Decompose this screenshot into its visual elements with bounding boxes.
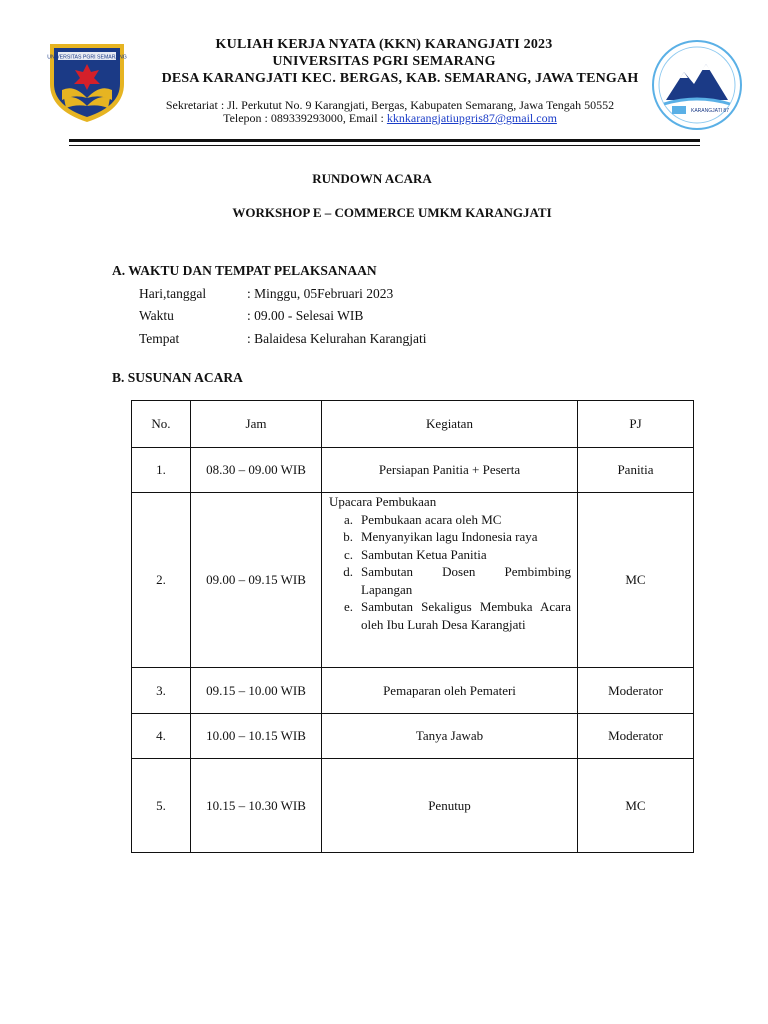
list-text: Pembukaan acara oleh MC: [361, 511, 502, 527]
list-text: Sambutan Ketua Panitia: [361, 546, 487, 562]
opening-ceremony-list: [329, 511, 571, 634]
section-a-heading: A. WAKTU DAN TEMPAT PELAKSANAAN: [112, 263, 377, 278]
list-item: [329, 563, 571, 598]
rundown-table: [131, 400, 694, 853]
row-no: 4.: [132, 714, 191, 759]
letterhead-university: UNIVERSITAS PGRI SEMARANG: [272, 54, 496, 69]
list-item: [329, 546, 571, 564]
table-row: [132, 448, 694, 493]
row-pj: MC: [578, 759, 694, 853]
header-kegiatan: Kegiatan: [322, 401, 578, 448]
row-kegiatan: Penutup: [322, 759, 578, 853]
table-row: [132, 668, 694, 714]
list-marker: e.: [343, 599, 353, 614]
table-header-row: [132, 401, 694, 448]
list-item: [329, 528, 571, 546]
opening-ceremony-title: Upacara Pembukaan: [329, 494, 437, 509]
row-kegiatan: Tanya Jawab: [322, 714, 578, 759]
row-no: 3.: [132, 668, 191, 714]
row-jam: 08.30 – 09.00 WIB: [191, 448, 322, 493]
row-kegiatan: [322, 493, 578, 668]
letterhead-address: Sekretariat : Jl. Perkutut No. 9 Karangjati, Bergas, Kabupaten Semarang, Jawa Tengah 50552: [165, 98, 615, 112]
logo-left-label: UNIVERSITAS PGRI SEMARANG: [47, 54, 127, 61]
letterhead-divider-thick: [69, 139, 700, 142]
list-marker: a.: [343, 511, 353, 527]
rundown-title: RUNDOWN ACARA: [312, 171, 432, 186]
letterhead-village: DESA KARANGJATI KEC. BERGAS, KAB. SEMARANG, JAWA TENGAH: [161, 71, 639, 86]
list-item: [329, 598, 571, 633]
info-label-time: Waktu: [139, 308, 174, 323]
section-b-heading: B. SUSUNAN ACARA: [112, 370, 243, 385]
list-text: Menyanyikan lagu Indonesia raya: [361, 529, 538, 544]
row-jam: 10.15 – 10.30 WIB: [191, 759, 322, 853]
list-marker: c.: [343, 546, 353, 562]
info-row-place: [139, 331, 559, 349]
info-label-place: Tempat: [139, 331, 180, 346]
info-row-time: [139, 308, 559, 326]
letterhead-program: KULIAH KERJA NYATA (KKN) KARANGJATI 2023: [215, 37, 553, 52]
list-text: Sambutan Dosen Pembimbing Lapangan: [361, 564, 571, 597]
list-marker: b.: [343, 529, 353, 544]
header-pj: PJ: [578, 401, 694, 448]
list-text: Sambutan Sekaligus Membuka Acara oleh Ibu Lurah Desa Karangjati: [361, 599, 571, 632]
info-row-date: [139, 286, 559, 304]
header-no: No.: [132, 401, 191, 448]
info-value-time: : 09.00 - Selesai WIB: [247, 308, 364, 323]
table-row: [132, 493, 694, 668]
row-pj: Panitia: [578, 448, 694, 493]
list-marker: d.: [343, 564, 353, 579]
row-jam: 09.00 – 09.15 WIB: [191, 493, 322, 668]
row-kegiatan: Pemaparan oleh Pemateri: [322, 668, 578, 714]
email-link[interactable]: kknkarangjatiupgris87@gmail.com: [386, 111, 557, 125]
workshop-title: WORKSHOP E – COMMERCE UMKM KARANGJATI: [232, 205, 552, 220]
row-kegiatan: Persiapan Panitia + Peserta: [322, 448, 578, 493]
letterhead-divider-thin: [69, 145, 700, 146]
logo-right-label: KARANGJATI 87: [691, 108, 729, 114]
row-jam: 09.15 – 10.00 WIB: [191, 668, 322, 714]
info-value-date: : Minggu, 05Februari 2023: [247, 286, 394, 301]
letterhead-contact-prefix: Telepon : 089339293000, Email :: [223, 111, 387, 125]
list-item: [329, 511, 571, 529]
row-jam: 10.00 – 10.15 WIB: [191, 714, 322, 759]
row-no: 1.: [132, 448, 191, 493]
header-jam: Jam: [191, 401, 322, 448]
info-value-place: : Balaidesa Kelurahan Karangjati: [247, 331, 427, 346]
info-label-date: Hari,tanggal: [139, 286, 207, 301]
row-pj: Moderator: [578, 668, 694, 714]
table-row: [132, 714, 694, 759]
row-no: 2.: [132, 493, 191, 668]
table-row: [132, 759, 694, 853]
row-pj: MC: [578, 493, 694, 668]
row-no: 5.: [132, 759, 191, 853]
letterhead-contact: [6, 111, 768, 126]
row-pj: Moderator: [578, 714, 694, 759]
